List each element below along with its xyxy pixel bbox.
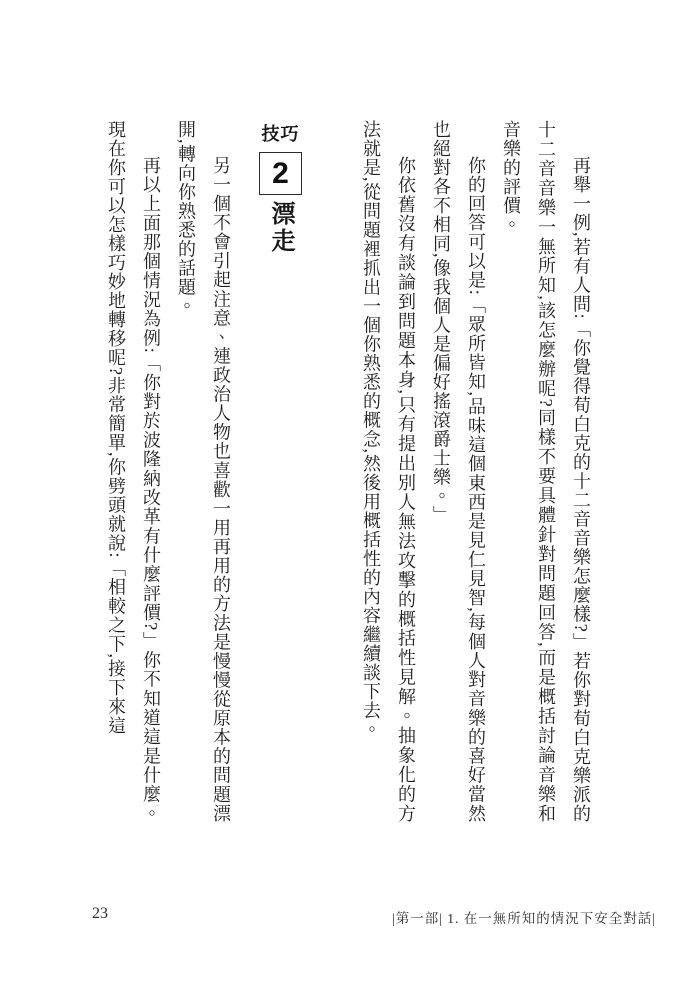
section-header (238, 120, 353, 255)
paragraph: 再以上面那個情況為例:「你對於波隆納改革有什麼評價?」你不知道這是什麼。現在你可以怎樣巧妙地轉移呢?非常簡單,你劈頭就說:「相較之下,接下來這 (106, 120, 161, 823)
running-title: |第一部| 1. 在一無所知的情況下安全對話| (392, 911, 656, 926)
paragraph: 你依舊沒有談論到問題本身,只有提出別人無法攻擊的概括性見解。抽象化的方法就是,從問題裡抓出一個你熟悉的概念,然後用概括性的內容繼續談下去。 (361, 120, 416, 823)
section-number: 2 (272, 156, 289, 190)
paragraph: 再舉一例,若有人問:「你覺得荀白克的十二音音樂怎麼樣?」若你對荀白克樂派的十二音音樂一無所知,該怎麼辦呢?同樣不要具體針對問題回答,而是概括討論音樂和音樂的評價。 (501, 120, 591, 823)
page-number: 23 (92, 905, 108, 922)
paragraph: 你的回答可以是:「眾所皆知,品味這個東西是見仁見智,每個人對音樂的喜好當然也絕對各不相同,像我個人是偏好搖滾爵士樂。」 (431, 120, 486, 823)
paragraph: 另一個不會引起注意、連政治人物也喜歡一用再用的方法是慢慢從原本的問題漂開,轉向你熟悉的話題。 (176, 120, 231, 823)
section-title: 漂走 (267, 201, 294, 255)
section-number-box (259, 152, 302, 195)
section-label: 技巧 (261, 124, 300, 144)
